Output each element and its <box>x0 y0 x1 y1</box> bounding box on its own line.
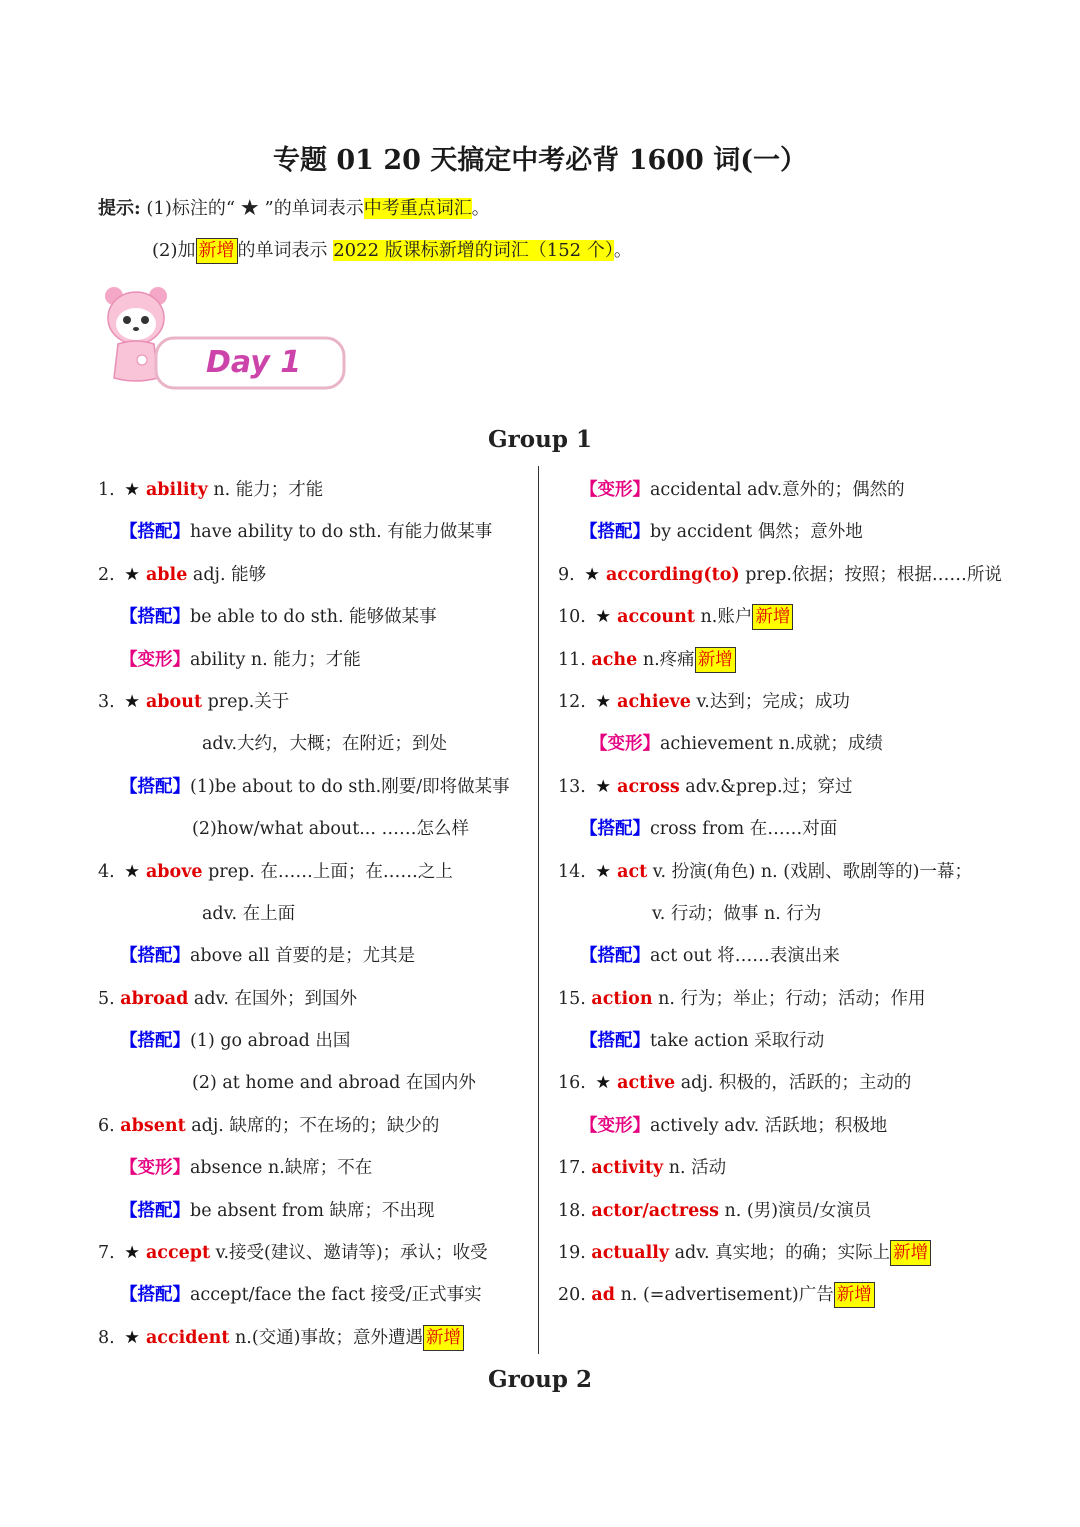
group-2-title: Group 2 <box>488 1366 592 1393</box>
collocation-absent: 【搭配】be absent from 缺席；不出现 <box>120 1200 435 1221</box>
collocation-abroad-1: 【搭配】(1) go abroad 出国 <box>120 1031 351 1052</box>
entry-abroad: 5. abroad adv. 在国外；到国外 <box>98 988 357 1009</box>
collocation-accident: 【搭配】by accident 偶然；意外地 <box>580 522 863 543</box>
entry-act-v: v. 行动；做事 n. 行为 <box>652 903 822 924</box>
entry-active: 16. ★ active adj. 积极的，活跃的；主动的 <box>558 1073 912 1094</box>
variant-accident: 【变形】accidental adv.意外的；偶然的 <box>580 480 905 500</box>
entry-across: 13. ★ across adv.&prep.过；穿过 <box>558 776 853 797</box>
collocation-about-2: (2)how/what about... ……怎么样 <box>192 819 469 840</box>
entry-achieve: 12. ★ achieve v.达到；完成；成功 <box>558 691 850 712</box>
tip-label: 提示: <box>98 198 141 219</box>
entry-account: 10. ★ account n.账户 新增 <box>558 597 1038 639</box>
entry-above: 4. ★ above prep. 在……上面；在……之上 <box>98 861 453 882</box>
entry-about-adv: adv.大约，大概；在附近；到处 <box>202 734 448 755</box>
variant-achieve: 【变形】achievement n.成就；成绩 <box>590 734 883 755</box>
entry-accept: 7. ★ accept v.接受(建议、邀请等)；承认；收受 <box>98 1243 488 1264</box>
collocation-ability: 【搭配】have ability to do sth. 有能力做某事 <box>120 522 493 543</box>
entry-ability: 1. ★ ability n. 能力；才能 <box>98 480 324 500</box>
entry-absent: 6. absent adj. 缺席的；不在场的；缺少的 <box>98 1115 440 1136</box>
entry-ad: 20. ad n. (=advertisement)广告 新增 <box>558 1275 1038 1317</box>
entry-above-adv: adv. 在上面 <box>202 903 296 924</box>
entry-accident: 8. ★ accident n.(交通)事故；意外遭遇 新增 <box>98 1318 528 1360</box>
day-banner <box>98 280 348 395</box>
new-badge: 新增 <box>196 238 238 264</box>
day-label: Day 1 <box>206 345 302 380</box>
variant-active: 【变形】actively adv. 活跃地；积极地 <box>580 1115 888 1136</box>
entry-act: 14. ★ act v. 扮演(角色) n. (戏剧、歌剧等的)一幕； <box>558 861 972 882</box>
entry-activity: 17. activity n. 活动 <box>558 1158 727 1179</box>
group-1-title: Group 1 <box>488 426 592 453</box>
highlight-new-vocab: 2022 版课标新增的词汇（152 个） <box>333 240 614 261</box>
tip-line-2: (2)加 新增 的单词表示 2022 版课标新增的词汇（152 个）。 <box>152 236 632 264</box>
entry-able: 2. ★ able adj. 能够 <box>98 564 267 585</box>
page-title: 专题 01 20 天搞定中考必背 1600 词(一） <box>272 145 808 176</box>
collocation-about-1: 【搭配】(1)be about to do sth.刚要/即将做某事 <box>120 776 510 797</box>
highlight-key-vocab: 中考重点词汇 <box>363 198 472 219</box>
entry-action: 15. action n. 行为；举止；行动；活动；作用 <box>558 988 926 1009</box>
tip-line-1: 提示: (1)标注的“ ★ ”的单词表示中考重点词汇。 <box>98 198 490 219</box>
collocation-able: 【搭配】be able to do sth. 能够做某事 <box>120 607 437 628</box>
column-divider <box>538 466 539 1354</box>
variant-absent: 【变形】absence n.缺席；不在 <box>120 1158 373 1179</box>
collocation-action: 【搭配】take action 采取行动 <box>580 1031 825 1052</box>
entry-actor: 18. actor/actress n. (男)演员/女演员 <box>558 1200 872 1221</box>
collocation-above: 【搭配】above all 首要的是；尤其是 <box>120 946 416 967</box>
collocation-act: 【搭配】act out 将……表演出来 <box>580 946 840 967</box>
right-column <box>558 470 1038 1318</box>
collocation-across: 【搭配】cross from 在……对面 <box>580 819 838 840</box>
entry-about: 3. ★ about prep.关于 <box>98 691 290 712</box>
entry-according: 9. ★ according(to) prep.依据；按照；根据……所说 <box>558 564 1002 585</box>
entry-actually: 19. actually adv. 真实地；的确；实际上 新增 <box>558 1233 1038 1275</box>
collocation-abroad-2: (2) at home and abroad 在国内外 <box>192 1073 476 1094</box>
collocation-accept: 【搭配】accept/face the fact 接受/正式事实 <box>120 1285 482 1306</box>
variant-able: 【变形】ability n. 能力；才能 <box>120 649 361 670</box>
left-column <box>98 470 528 1360</box>
entry-ache: 11. ache n.疼痛 新增 <box>558 640 1038 682</box>
